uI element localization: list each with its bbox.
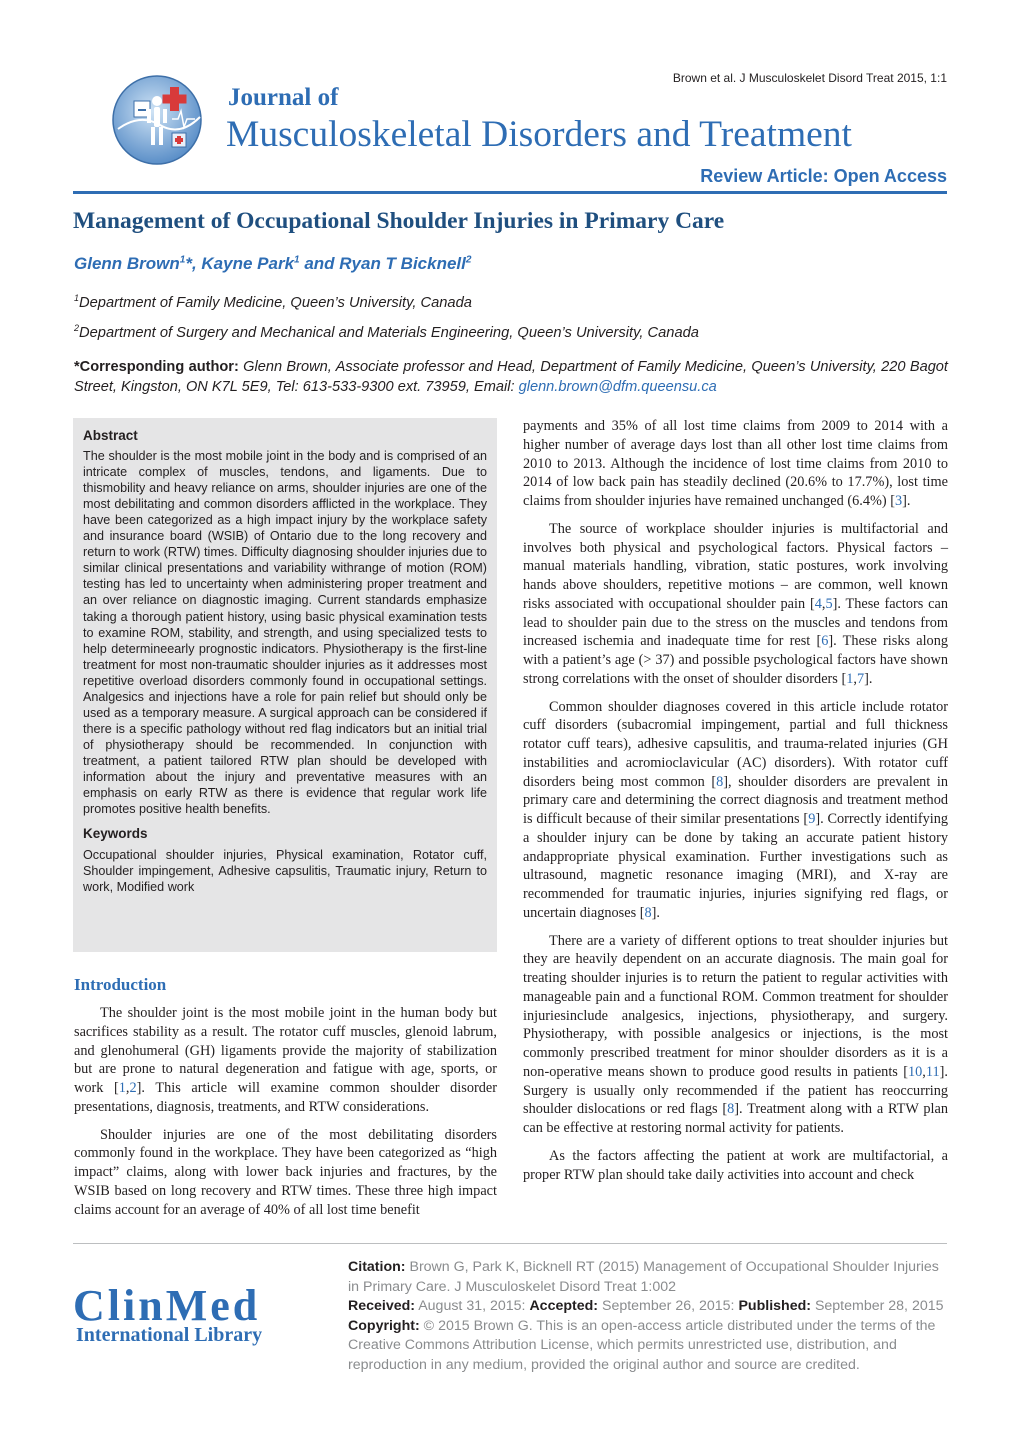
citation-line: Citation: Brown G, Park K, Bicknell RT (2015) Management of Occupational Shoulder Injuries in Primary Care. J Musculoskelet Disord Treat 1:002	[348, 1259, 939, 1295]
reference-link[interactable]: 8	[727, 1101, 735, 1118]
journal-logo-icon	[110, 73, 205, 168]
reference-link[interactable]: 1	[118, 1080, 126, 1096]
reference-link[interactable]: 8	[716, 773, 724, 790]
author-email-link[interactable]: glenn.brown@dfm.queensu.ca	[518, 379, 717, 395]
paragraph: payments and 35% of all lost time claims from 2009 to 2014 with a higher number of average days lost than all other lost time claims from 2010 to 2013. Although the incidence of lost time claims from 2010 to 2014 of low back pain has steadily declined (20.6% to 17.7%), lost time claims from shoulder injuries have remained unchanged (6.4%) [3].	[523, 418, 948, 509]
author-name: Ryan T Bicknell	[339, 254, 466, 273]
journal-logo	[110, 73, 205, 168]
corresponding-author-label: *Corresponding author:	[74, 359, 239, 375]
reference-link[interactable]: 11	[925, 1063, 940, 1080]
paragraph: The source of workplace shoulder injuries is multifactorial and involves both physical and psychological factors. Physical factors – manual materials handling, vibration, static postures, work involving hands above shoulders, repetitive motions – are common, well known risks associated with occupational shoulder pain [4,5]. These factors can lead to shoulder pain due to the stress on the muscles and tendons from increased ischemia and inadequate time for rest [6]. These risks along with a patient’s age (> 37) and possible psychological factors have shown strong correlations with the onset of shoulder disorders [1,7].	[523, 520, 948, 687]
paragraph: Common shoulder diagnoses covered in this article include rotator cuff disorders (subacromial impingement, partial and full thickness rotator cuff tears), adhesive capsulitis, and trauma-related injuries (GH instabilities and acromioclavicular (AC) disorders). With rotator cuff disorders being most common [8], shoulder disorders are prevalent in primary care and determining the correct diagnosis and treatment method is difficult because of their similar presentations [9]. Correctly identifying a shoulder injury can be done by taking an accurate patient history andappropriate physical examination. Further investigations such as ultrasound, magnetic resonance imaging (MRI), and X-ray are recommended for traumatic injuries, injuries signifying red flags, or uncertain diagnoses [8].	[523, 698, 949, 921]
footer-divider	[73, 1243, 947, 1244]
keywords-heading: Keywords	[83, 826, 148, 842]
journal-of-label: Journal of	[228, 84, 339, 111]
paragraph: There are a variety of different options to treat shoulder injuries but they are heavily dependent on an accurate diagnosis. The main goal for treating shoulder injuries is to return the patient to regular activities with manageable pain and a functional ROM. Common treatment for shoulder injuriesinclude analgesics, injections, physiotherapy, and surgery. Physiotherapy, with possible analgesics or injections, is the most commonly prescribed treatment for minor shoulder disorders as it is a non-operative means shown to produce good results in patients [10,11]. Surgery is usually only recommended if the patient has reoccurring shoulder dislocations or red flags [8]. Treatment along with a RTW plan can be effective at restoring normal activity for patients.	[523, 932, 948, 1136]
abstract-heading: Abstract	[83, 428, 138, 443]
reference-link[interactable]: 1	[846, 670, 854, 687]
abstract-box	[73, 418, 497, 952]
article-type: Review Article: Open Access	[700, 166, 947, 186]
reference-link[interactable]: 9	[808, 811, 816, 827]
paragraph: As the factors affecting the patient at work are multifactorial, a proper RTW plan should take daily activities into account and check	[523, 1147, 948, 1183]
journal-title: Musculoskeletal Disorders and Treatment	[226, 114, 852, 155]
reference-link[interactable]: 4	[814, 595, 822, 612]
author-name: Glenn Brown	[74, 254, 180, 273]
abstract-text: The shoulder is the most mobile joint in the body and is comprised of an intricate complex of muscles, tendons, and ligaments. Due to thismobility and heavy reliance on arms, shoulder injuries are one of the most debilitating and common disorders afflicted in the workplace. They have been categorized as a high impact injury by the workplace safety and insurance board (WSIB) of Ontario due to the long recovery and return to work (RTW) times. Difficulty diagnosing shoulder injuries due to similar clinical presentations and variability withrange of motion (ROM) testing has led to uncertainty when administering proper treatment and an over reliance on diagnostic imaging. Current standards emphasize taking a thorough patient history, using basic physical examination tests to examine ROM, stability, and strength, and using specialized tests to help determineearly prognostic indicators. Physiotherapy is the first-line treatment for most non-traumatic shoulder injuries as it addresses most repetitive overload disorders commonly found in occupational settings. Analgesics and injections have a role for pain relief but should only be used as a temporary measure. A surgical approach can be considered if there is a specific pathology without red flag indicators but an initial trial of physiotherapy should be recommended. In conjunction with treatment, a patient tailored RTW plan should be developed with information about the injury and preventative measures with an emphasis on early RTW as there is evidence that regular work life promotes positive health benefits.	[83, 449, 487, 817]
introduction-body	[74, 1004, 497, 1219]
paragraph: Shoulder injuries are one of the most debilitating disorders commonly found in the workplace. They have been categorized as “high impact” claims, along with lower back injuries and fractures, by the WSIB based on long recovery and RTW times. These three high impact claims account for an average of 40% of all lost time benefit	[74, 1126, 497, 1218]
article-title: Management of Occupational Shoulder Injuries in Primary Care	[73, 208, 725, 234]
author-list: Glenn Brown$^1$*, Kayne Park$^1$ and Ryan T Bicknell$^2$	[74, 254, 472, 273]
reference-link[interactable]: 6	[821, 633, 829, 650]
publisher-subtitle: International Library	[76, 1324, 263, 1346]
introduction-heading: Introduction	[74, 975, 167, 994]
paragraph: The shoulder joint is the most mobile joint in the human body but sacrifices stability as a result. The rotator cuff muscles, glenoid labrum, and glenohumeral (GH) ligaments provide the majority of stabilization but are prone to natural degeneration and fatigue with age, sports, or work [1,2]. This article will examine common shoulder disorder presentations, diagnosis, treatments, and RTW considerations.	[74, 1005, 497, 1115]
citation-block	[348, 1258, 948, 1375]
corresponding-author: *Corresponding author: Glenn Brown, Associate professor and Head, Department of Family Medicine, Queen’s University, 220 Bagot Street, Kingston, ON K7L 5E9, Tel: 613-533-9300 ext. 73959, Email: glenn.brown@dfm.queensu.ca	[74, 359, 948, 395]
copyright-line: Copyright: © 2015 Brown G. This is an open-access article distributed under the terms of the Creative Commons Attribution License, which permits unrestricted use, distribution, and reproduction in any medium, provided the original author and source are credited.	[348, 1317, 936, 1373]
dates-line: Received: August 31, 2015: Accepted: September 26, 2015: Published: September 28, 2015	[348, 1298, 944, 1314]
reference-link[interactable]: 5	[825, 595, 833, 612]
affiliation-1: $^1$Department of Family Medicine, Queen’s University, Canada	[74, 293, 472, 311]
affiliation-2: $^2$Department of Surgery and Mechanical and Materials Engineering, Queen’s University, Canada	[74, 323, 699, 341]
reference-link[interactable]: 10	[908, 1063, 923, 1080]
keywords-text: Occupational shoulder injuries, Physical examination, Rotator cuff, Shoulder impingement, Adhesive capsulitis, Traumatic injury, Return to work, Modified work	[83, 848, 487, 895]
author-name: Kayne Park	[201, 254, 295, 273]
reference-link[interactable]: 3	[895, 493, 903, 509]
right-column-body	[523, 417, 948, 1184]
header-citation: Brown et al. J Musculoskelet Disord Treat 2015, 1:1	[672, 71, 947, 85]
reference-link[interactable]: 8	[644, 904, 652, 921]
reference-link[interactable]: 2	[129, 1080, 137, 1096]
publisher-logo: ClinMed	[73, 1281, 261, 1330]
reference-link[interactable]: 7	[856, 670, 865, 687]
header-divider	[73, 191, 947, 194]
